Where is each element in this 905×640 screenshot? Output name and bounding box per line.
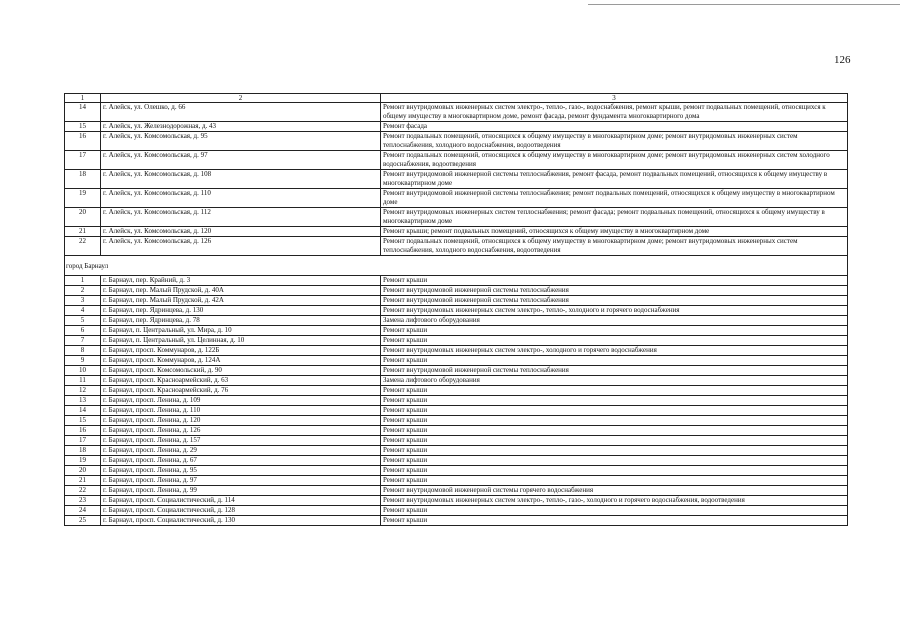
row-number: 4 bbox=[65, 306, 101, 316]
address-cell: г. Барнаул, просп. Коммунаров, д. 122Б bbox=[101, 346, 381, 356]
address-cell: г. Алейск, ул. Комсомольская, д. 126 bbox=[101, 237, 381, 256]
row-number: 7 bbox=[65, 336, 101, 346]
address-cell: г. Алейск, ул. Комсомольская, д. 97 bbox=[101, 151, 381, 170]
row-number: 3 bbox=[65, 296, 101, 306]
section-title: город Барнаул bbox=[65, 256, 848, 276]
table-row bbox=[65, 122, 848, 132]
table-row bbox=[65, 406, 848, 416]
works-cell: Ремонт крыши bbox=[381, 476, 848, 486]
row-number: 9 bbox=[65, 356, 101, 366]
address-cell: г. Барнаул, просп. Ленина, д. 157 bbox=[101, 436, 381, 446]
section-row bbox=[65, 256, 848, 276]
table-row bbox=[65, 396, 848, 406]
address-cell: г. Барнаул, просп. Красноармейский, д. 63 bbox=[101, 376, 381, 386]
table-row bbox=[65, 336, 848, 346]
address-cell: г. Барнаул, просп. Ленина, д. 120 bbox=[101, 416, 381, 426]
works-cell: Ремонт крыши bbox=[381, 506, 848, 516]
row-number: 1 bbox=[65, 276, 101, 286]
works-cell: Ремонт внутридомовой инженерной системы теплоснабжения, ремонт фасада, ремонт подвальных помещений, относящихся к общему имуществу в многоквартирном доме bbox=[381, 170, 848, 189]
address-cell: г. Барнаул, пер. Малый Прудской, д. 42А bbox=[101, 296, 381, 306]
table-row bbox=[65, 208, 848, 227]
row-number: 2 bbox=[65, 286, 101, 296]
works-cell: Ремонт крыши bbox=[381, 276, 848, 286]
address-cell: г. Барнаул, просп. Социалистический, д. 128 bbox=[101, 506, 381, 516]
table-row bbox=[65, 286, 848, 296]
works-cell: Ремонт крыши bbox=[381, 446, 848, 456]
address-cell: г. Алейск, ул. Комсомольская, д. 110 bbox=[101, 189, 381, 208]
address-cell: г. Барнаул, пер. Крайний, д. 3 bbox=[101, 276, 381, 286]
works-cell: Ремонт крыши bbox=[381, 386, 848, 396]
table-row bbox=[65, 446, 848, 456]
row-number: 8 bbox=[65, 346, 101, 356]
row-number: 16 bbox=[65, 132, 101, 151]
address-cell: г. Барнаул, просп. Ленина, д. 99 bbox=[101, 486, 381, 496]
table-row bbox=[65, 296, 848, 306]
row-number: 17 bbox=[65, 436, 101, 446]
table-row bbox=[65, 416, 848, 426]
table-row bbox=[65, 276, 848, 286]
works-cell: Ремонт крыши bbox=[381, 406, 848, 416]
address-cell: г. Алейск, ул. Комсомольская, д. 120 bbox=[101, 227, 381, 237]
row-number: 24 bbox=[65, 506, 101, 516]
works-cell: Замена лифтового оборудования bbox=[381, 316, 848, 326]
row-number: 20 bbox=[65, 208, 101, 227]
works-cell: Ремонт внутридомовых инженерных систем электро-, холодного и горячего водоснабжения bbox=[381, 346, 848, 356]
address-cell: г. Барнаул, просп. Социалистический, д. 130 bbox=[101, 516, 381, 526]
address-cell: г. Барнаул, просп. Ленина, д. 95 bbox=[101, 466, 381, 476]
address-cell: г. Алейск, ул. Комсомольская, д. 95 bbox=[101, 132, 381, 151]
works-cell: Ремонт фасада bbox=[381, 122, 848, 132]
address-cell: г. Барнаул, п. Центральный, ул. Мира, д. 10 bbox=[101, 326, 381, 336]
address-cell: г. Алейск, ул. Комсомольская, д. 108 bbox=[101, 170, 381, 189]
address-cell: г. Алейск, ул. Железнодорожная, д. 43 bbox=[101, 122, 381, 132]
row-number: 25 bbox=[65, 516, 101, 526]
row-number: 6 bbox=[65, 326, 101, 336]
address-cell: г. Барнаул, пер. Ядринцева, д. 130 bbox=[101, 306, 381, 316]
row-number: 18 bbox=[65, 170, 101, 189]
address-cell: г. Барнаул, просп. Красноармейский, д. 76 bbox=[101, 386, 381, 396]
column-number: 1 bbox=[65, 94, 101, 103]
table-row bbox=[65, 189, 848, 208]
table-row bbox=[65, 456, 848, 466]
address-cell: г. Алейск, ул. Олешко, д. 66 bbox=[101, 103, 381, 122]
housing-repair-table bbox=[64, 93, 848, 526]
row-number: 18 bbox=[65, 446, 101, 456]
works-cell: Ремонт подвальных помещений, относящихся к общему имуществу в многоквартирном доме; ремонт внутридомовых инженерных систем теплоснабжения, холодного водоснабжения, водоотведения bbox=[381, 132, 848, 151]
works-cell: Ремонт крыши bbox=[381, 436, 848, 446]
row-number: 23 bbox=[65, 496, 101, 506]
table-row bbox=[65, 227, 848, 237]
table-row bbox=[65, 426, 848, 436]
address-cell: г. Алейск, ул. Комсомольская, д. 112 bbox=[101, 208, 381, 227]
address-cell: г. Барнаул, просп. Социалистический, д. 114 bbox=[101, 496, 381, 506]
row-number: 5 bbox=[65, 316, 101, 326]
row-number: 19 bbox=[65, 189, 101, 208]
works-cell: Ремонт крыши bbox=[381, 426, 848, 436]
table-row bbox=[65, 436, 848, 446]
table-row bbox=[65, 516, 848, 526]
works-cell: Ремонт крыши bbox=[381, 416, 848, 426]
table-row bbox=[65, 132, 848, 151]
row-number: 15 bbox=[65, 416, 101, 426]
works-cell: Ремонт подвальных помещений, относящихся к общему имуществу в многоквартирном доме; ремонт внутридомовых инженерных систем теплоснабжения, холодного водоснабжения, водоотведения bbox=[381, 237, 848, 256]
row-number: 11 bbox=[65, 376, 101, 386]
works-cell: Ремонт внутридомовых инженерных систем электро-, тепло-, холодного и горячего водоснабжения bbox=[381, 306, 848, 316]
address-cell: г. Барнаул, просп. Ленина, д. 67 bbox=[101, 456, 381, 466]
table-row bbox=[65, 376, 848, 386]
row-number: 14 bbox=[65, 406, 101, 416]
address-cell: г. Барнаул, пер. Ядринцева, д. 78 bbox=[101, 316, 381, 326]
works-cell: Ремонт крыши bbox=[381, 456, 848, 466]
works-cell: Ремонт внутридомовых инженерных систем электро-, тепло-, газо-, холодного и горячего водоснабжения, водоотведения bbox=[381, 496, 848, 506]
works-cell: Ремонт крыши; ремонт подвальных помещений, относящихся к общему имуществу в многоквартирном доме bbox=[381, 227, 848, 237]
top-rule bbox=[588, 4, 900, 5]
table-row bbox=[65, 103, 848, 122]
table-row bbox=[65, 346, 848, 356]
table-row bbox=[65, 316, 848, 326]
works-cell: Ремонт крыши bbox=[381, 516, 848, 526]
works-cell: Замена лифтового оборудования bbox=[381, 376, 848, 386]
address-cell: г. Барнаул, просп. Ленина, д. 110 bbox=[101, 406, 381, 416]
table-row bbox=[65, 306, 848, 316]
works-cell: Ремонт внутридомовой инженерной системы теплоснабжения bbox=[381, 286, 848, 296]
table-row bbox=[65, 356, 848, 366]
address-cell: г. Барнаул, п. Центральный, ул. Целинная, д. 10 bbox=[101, 336, 381, 346]
address-cell: г. Барнаул, просп. Комсомольский, д. 90 bbox=[101, 366, 381, 376]
column-number-row bbox=[65, 94, 848, 103]
table-row bbox=[65, 386, 848, 396]
works-cell: Ремонт внутридомовой инженерной системы теплоснабжения bbox=[381, 296, 848, 306]
row-number: 16 bbox=[65, 426, 101, 436]
works-cell: Ремонт крыши bbox=[381, 356, 848, 366]
works-cell: Ремонт крыши bbox=[381, 336, 848, 346]
works-cell: Ремонт внутридомовой инженерной системы теплоснабжения; ремонт подвальных помещений, относящихся к общему имуществу в многоквартирном доме bbox=[381, 189, 848, 208]
address-cell: г. Барнаул, просп. Ленина, д. 97 bbox=[101, 476, 381, 486]
row-number: 12 bbox=[65, 386, 101, 396]
row-number: 15 bbox=[65, 122, 101, 132]
works-cell: Ремонт внутридомовых инженерных систем электро-, тепло-, газо-, водоснабжения, ремонт крыши, ремонт подвальных помещений, относящихся к общему имуществу в многоквартирном доме, ремонт фасада, ремонт фундамента многоквартирного дома bbox=[381, 103, 848, 122]
works-cell: Ремонт крыши bbox=[381, 396, 848, 406]
works-cell: Ремонт внутридомовой инженерной системы теплоснабжения bbox=[381, 366, 848, 376]
row-number: 17 bbox=[65, 151, 101, 170]
row-number: 19 bbox=[65, 456, 101, 466]
row-number: 14 bbox=[65, 103, 101, 122]
table-row bbox=[65, 237, 848, 256]
row-number: 10 bbox=[65, 366, 101, 376]
address-cell: г. Барнаул, просп. Ленина, д. 109 bbox=[101, 396, 381, 406]
page-number: 126 bbox=[834, 54, 851, 66]
table-row bbox=[65, 151, 848, 170]
works-cell: Ремонт внутридомовых инженерных систем теплоснабжения; ремонт фасада; ремонт подвальных помещений, относящихся к общему имуществу в многоквартирном доме bbox=[381, 208, 848, 227]
table-row bbox=[65, 466, 848, 476]
column-number: 2 bbox=[101, 94, 381, 103]
table-row bbox=[65, 476, 848, 486]
works-cell: Ремонт подвальных помещений, относящихся к общему имуществу в многоквартирном доме; ремонт внутридомовых инженерных систем холодного водоснабжения, водоотведения bbox=[381, 151, 848, 170]
table-row bbox=[65, 486, 848, 496]
address-cell: г. Барнаул, просп. Ленина, д. 29 bbox=[101, 446, 381, 456]
column-number: 3 bbox=[381, 94, 848, 103]
works-cell: Ремонт крыши bbox=[381, 466, 848, 476]
row-number: 22 bbox=[65, 486, 101, 496]
works-cell: Ремонт крыши bbox=[381, 326, 848, 336]
table-row bbox=[65, 366, 848, 376]
address-cell: г. Барнаул, просп. Коммунаров, д. 124А bbox=[101, 356, 381, 366]
table-row bbox=[65, 170, 848, 189]
row-number: 20 bbox=[65, 466, 101, 476]
works-cell: Ремонт внутридомовой инженерной системы горячего водоснабжения bbox=[381, 486, 848, 496]
table-row bbox=[65, 506, 848, 516]
table-row bbox=[65, 326, 848, 336]
row-number: 21 bbox=[65, 476, 101, 486]
row-number: 21 bbox=[65, 227, 101, 237]
address-cell: г. Барнаул, просп. Ленина, д. 126 bbox=[101, 426, 381, 436]
table-row bbox=[65, 496, 848, 506]
address-cell: г. Барнаул, пер. Малый Прудской, д. 40А bbox=[101, 286, 381, 296]
row-number: 13 bbox=[65, 396, 101, 406]
row-number: 22 bbox=[65, 237, 101, 256]
